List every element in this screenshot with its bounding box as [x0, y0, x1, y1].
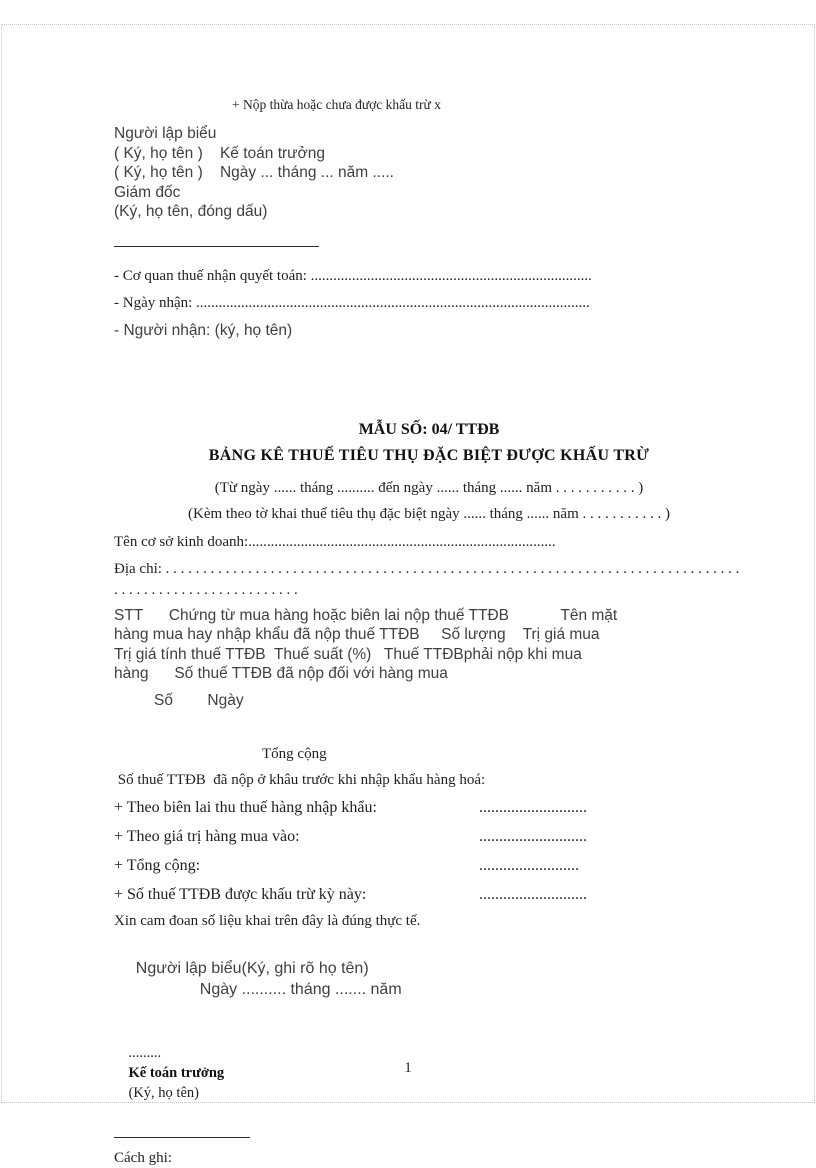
address-line: Địa chỉ: . . . . . . . . . . . . . . . . . . . . . . . . . . . . . . . . . . . . . . . . . . . . . . . . . . . . . . . . . . . . . . . . . . . . . . . . . . . . . . . . . . . . . . . . . . . . . . . . . . . . . . — [114, 560, 744, 598]
date-blanks-label: Ngày .......... tháng ....... năm — [199, 980, 402, 998]
chief-accountant-label: Kế toán trưởng — [128, 1064, 225, 1081]
prior-stage-tax-label: Số thuế TTĐB đã nộp ở khâu trước khi nhập khẩu hàng hoá: — [114, 771, 486, 788]
signer-line: ( Ký, họ tên ) Kế toán trưởng — [114, 144, 325, 162]
tax-item-label: + Số thuế TTĐB được khấu trừ kỳ này: — [114, 885, 367, 903]
form-period-subtitle: (Từ ngày ...... tháng .......... đến ngày ...... tháng ...... năm . . . . . . . . . . . ) — [214, 479, 644, 496]
tax-item-label: + Tổng cộng: — [114, 856, 201, 874]
bottom-signature-line-1 — [118, 937, 744, 1021]
tax-office-receipt-block — [114, 263, 744, 344]
chief-accountant-sign-note: (Ký, họ tên) — [128, 1084, 199, 1101]
tax-item-row — [114, 886, 744, 906]
date-blanks-continuation: ......... — [128, 1044, 162, 1061]
overpaid-note: + Nộp thừa hoặc chưa được khấu trừ x — [232, 97, 441, 112]
top-signature-block — [114, 124, 744, 222]
table-header-line: hàng Số thuế TTĐB đã nộp đối với hàng mua — [114, 665, 448, 682]
signer-line: Người lập biểu — [114, 125, 217, 142]
document-content — [114, 95, 744, 1168]
total-row-label: Tổng cộng — [262, 745, 327, 762]
tax-item-label: + Theo biên lai thu thuế hàng nhập khẩu: — [114, 798, 377, 816]
signer-line: ( Ký, họ tên ) Ngày ... tháng ... năm ..... — [114, 164, 394, 181]
tax-item-row — [114, 828, 744, 848]
table-header-line: Trị giá tính thuế TTĐB Thuế suất (%) Thuế TTĐBphải nộp khi mua — [114, 645, 582, 663]
tax-item-fill-dots: ......................... — [479, 856, 579, 874]
table-header-paragraph — [114, 606, 744, 684]
tax-item-row — [114, 857, 744, 877]
preparer-label: Người lập biểu(Ký, ghi rõ họ tên) — [135, 959, 369, 977]
page-number: 1 — [404, 1060, 412, 1076]
form-number-title: MẪU SỐ: 04/ TTĐB — [358, 420, 500, 438]
receipt-office-line: - Cơ quan thuế nhận quyết toán: ........................................................................... — [114, 267, 592, 284]
signer-line: Giám đốc — [114, 183, 181, 201]
table-header-line: hàng mua hay nhập khẩu đã nộp thuế TTĐB Số lượng Trị giá mua — [114, 626, 600, 643]
form-main-title: BẢNG KÊ THUẾ TIÊU THỤ ĐẶC BIỆT ĐƯỢC KHẤU TRỪ — [208, 446, 650, 464]
tax-item-fill-dots: ........................... — [479, 827, 587, 845]
signer-line: (Ký, họ tên, đóng dấu) — [114, 203, 268, 220]
signature-divider-line — [114, 246, 319, 247]
tax-item-row — [114, 799, 744, 819]
footnote-divider-line — [114, 1137, 250, 1138]
doc-number-date-subheader: Số Ngày — [154, 691, 244, 709]
receipt-date-line: - Ngày nhận: ......................................................................................................... — [114, 294, 590, 311]
declaration-line: Xin cam đoan số liệu khai trên đây là đúng thực tế. — [114, 912, 421, 929]
business-name-line: Tên cơ sở kinh doanh:.................................................................................. — [114, 533, 556, 550]
tax-item-label: + Theo giá trị hàng mua vào: — [114, 827, 300, 845]
tax-item-fill-dots: ........................... — [479, 885, 587, 903]
table-header-line: STT Chứng từ mua hàng hoặc biên lai nộp thuế TTĐB Tên mặt — [114, 606, 618, 624]
receipt-receiver-line: - Người nhận: (ký, họ tên) — [114, 321, 293, 339]
how-to-fill-label: Cách ghi: — [114, 1149, 172, 1166]
form-attachment-subtitle: (Kèm theo tờ khai thuế tiêu thụ đặc biệt ngày ...... tháng ...... năm . . . . . . . . . . . ) — [188, 505, 670, 522]
tax-item-fill-dots: ........................... — [479, 798, 587, 816]
